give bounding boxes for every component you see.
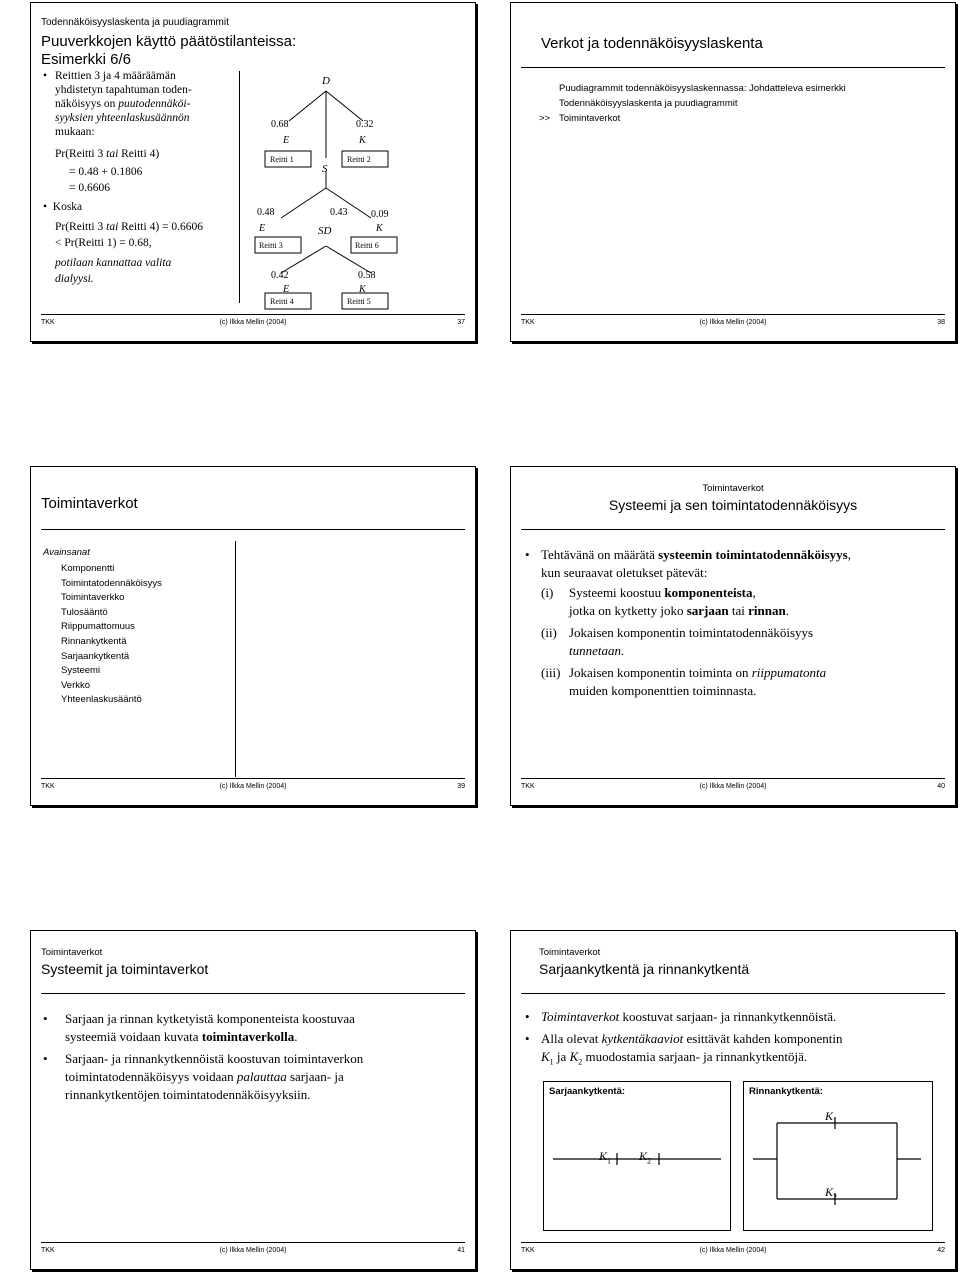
outline-item-current: Toimintaverkot (559, 113, 621, 124)
footer-copyright: (c) Ilkka Mellin (2004) (699, 783, 767, 790)
assumption-line: tunnetaan. (569, 643, 625, 658)
bullet-dot: • (525, 1031, 530, 1046)
parallel-circuit (743, 1081, 933, 1231)
bullet-since: • Koska (43, 201, 83, 213)
keyword: Yhteenlaskusääntö (61, 694, 142, 706)
slide-title: Systeemi ja sen toimintatodennäköisyys (608, 497, 858, 513)
keywords-list (61, 562, 162, 708)
component-k1-label: $K_1$ (825, 1109, 838, 1126)
route-label: Reitti 4 (270, 297, 294, 306)
bullet-dot: • (43, 1051, 48, 1066)
text-line: Reittien 3 ja 4 määräämän (55, 70, 176, 82)
tree-outcome: K (376, 223, 383, 234)
bullet-line: systeemiä voidaan kuvata toimintaverkolla. (65, 1029, 298, 1044)
formula-line: < Pr(Reitti 1) = 0.68, (55, 237, 152, 249)
tree-node-s: S (322, 163, 328, 175)
footer-org: TKK (41, 1247, 55, 1254)
slide-footer (41, 1247, 465, 1259)
intro-line: Tehtävänä on määrätä systeemin toimintatodennäköisyys, (541, 547, 851, 562)
page-number: 42 (937, 1247, 945, 1254)
route-label: Reitti 3 (259, 241, 283, 250)
footer-rule (41, 778, 465, 779)
keyword: Rinnankytkentä (61, 635, 127, 647)
footer-copyright: (c) Ilkka Mellin (2004) (219, 783, 287, 790)
parallel-label: Rinnankytkentä: (749, 1086, 823, 1097)
header-rule (41, 529, 465, 530)
footer-org: TKK (41, 319, 55, 326)
slide-supertitle: Toimintaverkot (41, 947, 103, 958)
bullet-dot: • (43, 70, 48, 82)
tree-outcome: E (259, 223, 266, 234)
series-label: Sarjaankytkentä: (549, 1086, 626, 1097)
component-k2-label: $K_2$ (639, 1149, 652, 1166)
bullet-line: Toimintaverkot koostuvat sarjaan- ja rinnankytkennöistä. (541, 1009, 837, 1024)
slide-footer (521, 319, 945, 331)
slide-supertitle: Toimintaverkot (702, 483, 764, 494)
slide-41 (30, 930, 476, 1270)
slide-footer (41, 783, 465, 795)
page-number: 40 (937, 783, 945, 790)
bullet-dot: • (525, 547, 530, 562)
keyword: Verkko (61, 679, 91, 691)
footer-rule (41, 1242, 465, 1243)
slide-title: Systeemit ja toimintaverkot (41, 961, 209, 977)
text-line: syyksien yhteenlaskusäännön (55, 112, 190, 124)
slide-title: Sarjaankytkentä ja rinnankytkentä (539, 961, 750, 977)
slide-39 (30, 466, 476, 806)
assumption-line: jotka on kytketty joko sarjaan tai rinnan. (569, 603, 789, 618)
keyword: Tulosääntö (61, 606, 108, 618)
slide-title: Toimintaverkot (41, 495, 138, 512)
footer-rule (41, 314, 465, 315)
assumption-line: muiden komponenttien toiminnasta. (569, 683, 757, 698)
text-line: näköisyys on puutodennäköi- (55, 98, 191, 110)
footer-rule (521, 314, 945, 315)
assumption-line: Systeemi koostuu komponenteista, (569, 585, 756, 600)
list-marker: (i) (541, 585, 554, 600)
bullet-line: rinnankytkentöjen toimintatodennäköisyyksiin. (65, 1087, 311, 1102)
keyword: Toimintaverkko (61, 592, 125, 604)
tree-outcome: E (283, 135, 290, 146)
page-number: 41 (457, 1247, 465, 1254)
outline-item: Puudiagrammit todennäköisyyslaskennassa: Johdatteleva esimerkki (559, 83, 846, 94)
keyword: Systeemi (61, 665, 101, 677)
slide-supertitle: Todennäköisyyslaskenta ja puudiagrammit (41, 17, 229, 28)
page-number: 37 (457, 319, 465, 326)
formula-line: Pr(Reitti 3 tai Reitti 4) = 0.6606 (55, 221, 204, 233)
divider (235, 541, 236, 777)
bullet-dot: • (43, 1011, 48, 1026)
bullet-line: toimintatodennäköisyys voidaan palauttaa sarjaan- ja (65, 1069, 344, 1084)
bullet-routes (43, 69, 192, 139)
formula-line: Pr(Reitti 3 tai Reitti 4) (55, 148, 160, 160)
slide-42 (510, 930, 956, 1270)
text-line: yhdistetyn tapahtuman toden- (55, 84, 192, 96)
slide-37 (30, 2, 476, 342)
tree-prob: 0.32 (356, 119, 374, 130)
component-k2-label: $K_2$ (825, 1185, 838, 1202)
assumption-line: Jokaisen komponentin toimintatodennäköisyys (569, 625, 814, 640)
header-rule (521, 529, 945, 530)
slide-title-line2: Esimerkki 6/6 (41, 51, 132, 68)
tree-node-sd: SD (318, 225, 332, 237)
tree-prob: 0.48 (257, 207, 275, 218)
footer-copyright: (c) Ilkka Mellin (2004) (699, 1247, 767, 1254)
slide-footer (521, 783, 945, 795)
slide-footer (521, 1247, 945, 1259)
list-marker: (ii) (541, 625, 557, 640)
list-marker: (iii) (541, 665, 561, 680)
slide-40 (510, 466, 956, 806)
slide-38 (510, 2, 956, 342)
page-number: 39 (457, 783, 465, 790)
slide-supertitle: Toimintaverkot (539, 947, 601, 958)
divider (239, 71, 240, 303)
header-rule (521, 993, 945, 994)
bullet-line: Alla olevat kytkentäkaaviot esittävät kahden komponentin (541, 1031, 843, 1046)
header-rule (521, 67, 945, 68)
page-number: 38 (937, 319, 945, 326)
bullet-line: Sarjaan ja rinnan kytketyistä komponenteista koostuvaa (65, 1011, 355, 1026)
tree-outcome: K (359, 135, 366, 146)
tree-outcome: E (283, 284, 290, 295)
keyword: Riippumattomuus (61, 621, 135, 633)
tree-prob: 0.43 (330, 207, 348, 218)
keywords-heading: Avainsanat (43, 547, 90, 558)
component-k1-label: $K_1$ (599, 1149, 612, 1166)
header-rule (41, 993, 465, 994)
bullet-dot: • (525, 1009, 530, 1024)
tree-node-d: D (322, 75, 330, 87)
formula-line: = 0.6606 (69, 182, 110, 194)
route-label: Reitti 6 (355, 241, 379, 250)
footer-copyright: (c) Ilkka Mellin (2004) (699, 319, 767, 326)
slide-footer (41, 319, 465, 331)
footer-org: TKK (521, 783, 535, 790)
bullet-line: $K_1$ ja $K_2$ muodostamia sarjaan- ja rinnankytkentöjä. (541, 1049, 808, 1067)
footer-org: TKK (41, 783, 55, 790)
text-line: mukaan: (55, 126, 95, 138)
route-label: Reitti 5 (347, 297, 371, 306)
footer-org: TKK (521, 319, 535, 326)
keyword: Komponentti (61, 563, 115, 574)
keyword: Toimintatodennäköisyys (61, 577, 162, 589)
tree-prob: 0.68 (271, 119, 289, 130)
tree-prob: 0.58 (358, 270, 376, 281)
current-marker: >> (539, 113, 551, 124)
intro-line: kun seuraavat oletukset pätevät: (541, 565, 708, 580)
slide-title: Verkot ja todennäköisyyslaskenta (541, 35, 763, 52)
conclusion-line: dialyysi. (55, 273, 94, 285)
tree-prob: 0.09 (371, 209, 389, 220)
formula-line: = 0.48 + 0.1806 (69, 166, 143, 178)
tree-outcome: K (359, 284, 366, 295)
footer-rule (521, 1242, 945, 1243)
footer-copyright: (c) Ilkka Mellin (2004) (219, 1247, 287, 1254)
footer-rule (521, 778, 945, 779)
footer-org: TKK (521, 1247, 535, 1254)
bullet-line: Sarjaan- ja rinnankytkennöistä koostuvan toimintaverkon (65, 1051, 364, 1066)
keyword: Sarjaankytkentä (61, 650, 130, 662)
footer-copyright: (c) Ilkka Mellin (2004) (219, 319, 287, 326)
slide-title-line1: Puuverkkojen käyttö päätöstilanteissa: (41, 33, 297, 50)
outline-item: Todennäköisyyslaskenta ja puudiagrammit (559, 98, 738, 109)
route-label: Reitti 1 (270, 155, 294, 164)
series-circuit (543, 1081, 731, 1231)
conclusion-line: potilaan kannattaa valita (55, 257, 172, 269)
route-label: Reitti 2 (347, 155, 371, 164)
tree-prob: 0.42 (271, 270, 289, 281)
assumption-line: Jokaisen komponentin toiminta on riippumatonta (569, 665, 827, 680)
